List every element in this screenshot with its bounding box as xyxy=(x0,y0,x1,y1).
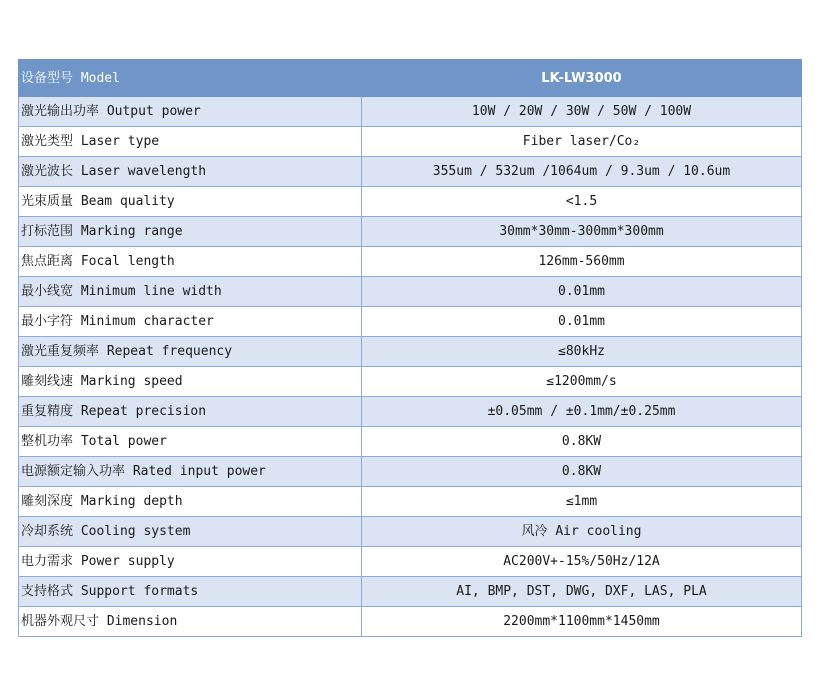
spec-value: ±0.05mm / ±0.1mm/±0.25mm xyxy=(362,397,802,427)
spec-row xyxy=(19,247,802,277)
spec-label: 最小字符 Minimum character xyxy=(19,307,362,337)
spec-row xyxy=(19,487,802,517)
spec-table-header-row xyxy=(19,60,802,97)
spec-value: AC200V+-15%/50Hz/12A xyxy=(362,547,802,577)
spec-label: 打标范围 Marking range xyxy=(19,217,362,247)
spec-label: 激光输出功率 Output power xyxy=(19,97,362,127)
spec-label: 机器外观尺寸 Dimension xyxy=(19,607,362,637)
spec-value: 30mm*30mm-300mm*300mm xyxy=(362,217,802,247)
spec-label: 光束质量 Beam quality xyxy=(19,187,362,217)
spec-label: 电力需求 Power supply xyxy=(19,547,362,577)
spec-row xyxy=(19,457,802,487)
spec-value: 0.01mm xyxy=(362,307,802,337)
spec-label: 电源额定输入功率 Rated input power xyxy=(19,457,362,487)
spec-label: 支持格式 Support formats xyxy=(19,577,362,607)
spec-row xyxy=(19,127,802,157)
spec-row xyxy=(19,217,802,247)
spec-row xyxy=(19,367,802,397)
spec-row xyxy=(19,577,802,607)
spec-label: 重复精度 Repeat precision xyxy=(19,397,362,427)
spec-value: 10W / 20W / 30W / 50W / 100W xyxy=(362,97,802,127)
spec-value: 0.01mm xyxy=(362,277,802,307)
spec-label: 雕刻线速 Marking speed xyxy=(19,367,362,397)
spec-row xyxy=(19,307,802,337)
spec-row xyxy=(19,607,802,637)
spec-value: 风冷 Air cooling xyxy=(362,517,802,547)
spec-value: 2200mm*1100mm*1450mm xyxy=(362,607,802,637)
spec-label: 最小线宽 Minimum line width xyxy=(19,277,362,307)
spec-row xyxy=(19,277,802,307)
spec-value: <1.5 xyxy=(362,187,802,217)
spec-label: 焦点距离 Focal length xyxy=(19,247,362,277)
spec-value: 0.8KW xyxy=(362,427,802,457)
spec-label: 雕刻深度 Marking depth xyxy=(19,487,362,517)
spec-label: 激光重复频率 Repeat frequency xyxy=(19,337,362,367)
spec-value: ≤1mm xyxy=(362,487,802,517)
spec-label: 冷却系统 Cooling system xyxy=(19,517,362,547)
spec-table-body xyxy=(19,60,802,637)
spec-value: ≤1200mm/s xyxy=(362,367,802,397)
spec-label: 激光波长 Laser wavelength xyxy=(19,157,362,187)
spec-value: AI, BMP, DST, DWG, DXF, LAS, PLA xyxy=(362,577,802,607)
spec-label: 整机功率 Total power xyxy=(19,427,362,457)
spec-row xyxy=(19,397,802,427)
spec-label: 激光类型 Laser type xyxy=(19,127,362,157)
spec-row xyxy=(19,97,802,127)
spec-value: 126mm-560mm xyxy=(362,247,802,277)
spec-row xyxy=(19,517,802,547)
spec-row xyxy=(19,157,802,187)
model-value: LK-LW3000 xyxy=(362,60,802,97)
spec-row xyxy=(19,187,802,217)
spec-value: ≤80kHz xyxy=(362,337,802,367)
spec-row xyxy=(19,337,802,367)
spec-value: Fiber laser/Co₂ xyxy=(362,127,802,157)
spec-value: 0.8KW xyxy=(362,457,802,487)
spec-value: 355um / 532um /1064um / 9.3um / 10.6um xyxy=(362,157,802,187)
spec-table xyxy=(18,59,802,637)
spec-row xyxy=(19,547,802,577)
spec-row xyxy=(19,427,802,457)
model-label: 设备型号 Model xyxy=(19,60,362,97)
